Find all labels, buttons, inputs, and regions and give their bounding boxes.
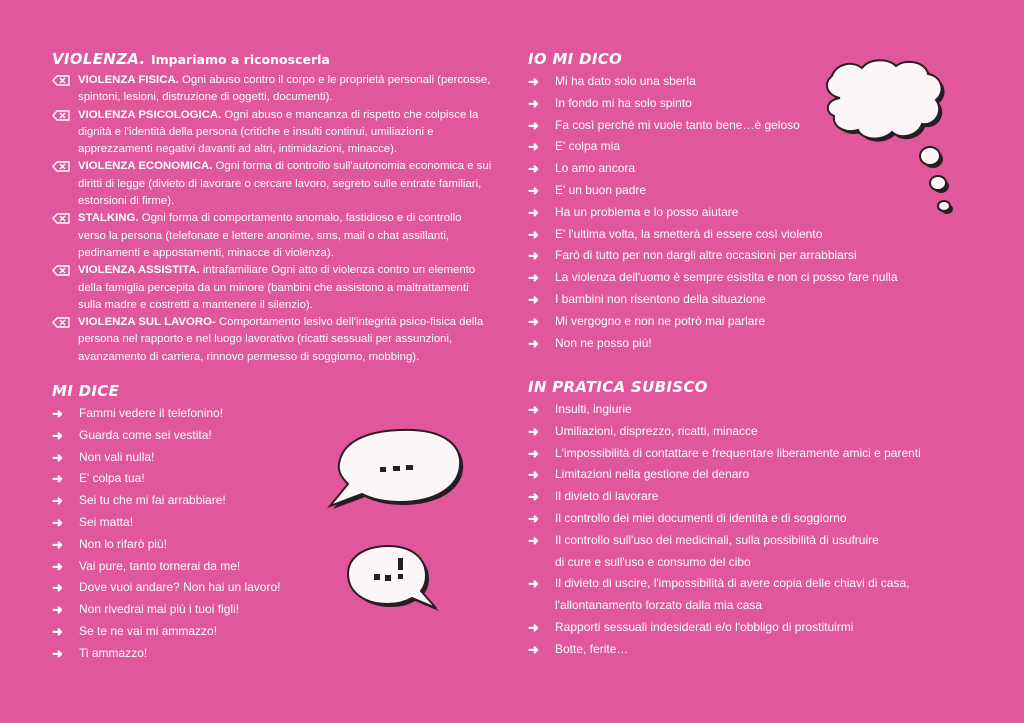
mi-dice-section bbox=[52, 382, 352, 665]
list-item-text: Sei tu che mi fai arrabbiare! bbox=[79, 493, 226, 508]
arrow-icon: ➜ bbox=[52, 623, 63, 639]
thought-cloud-icon bbox=[818, 56, 958, 218]
list-item-text: Lo amo ancora bbox=[555, 161, 636, 176]
violenza-list bbox=[52, 72, 492, 366]
list-item-text: Se te ne vai mi ammazzo! bbox=[79, 623, 218, 638]
io-mi-dico-heading: IO MI DICO bbox=[528, 50, 623, 68]
list-item bbox=[528, 289, 998, 311]
list-item bbox=[52, 599, 352, 621]
list-item-text: E' l'ultima volta, la smetterà di essere così violento bbox=[555, 226, 823, 241]
arrow-icon: ➜ bbox=[528, 74, 539, 89]
list-item bbox=[528, 421, 998, 443]
list-item-text-continued: di cure e sull'uso e consumo del cibo bbox=[555, 554, 751, 569]
list-item bbox=[52, 556, 352, 578]
list-item bbox=[528, 399, 998, 421]
list-item-text: Farò di tutto per non dargli altre occasioni per arrabbiarsi bbox=[555, 248, 857, 263]
list-item bbox=[528, 224, 998, 246]
arrow-icon: ➜ bbox=[528, 291, 539, 307]
list-item-text: Ha un problema e lo posso aiutare bbox=[555, 204, 739, 219]
list-item-text: Vai pure, tanto tornerai da me! bbox=[79, 558, 241, 573]
list-item-text: Mi ha dato solo una sberla bbox=[555, 74, 696, 88]
list-item bbox=[52, 577, 352, 599]
violenza-text: Ogni abuso contro il corpo e le proprietà personali (percosse, spintoni, lesioni, distruzione di oggetti, documenti). bbox=[78, 74, 491, 104]
list-item bbox=[52, 403, 352, 425]
arrow-icon: ➜ bbox=[528, 402, 539, 417]
violenza-item bbox=[52, 107, 492, 159]
list-item bbox=[52, 490, 352, 512]
list-item bbox=[528, 617, 998, 639]
arrow-icon: ➜ bbox=[52, 449, 63, 465]
arrow-icon: ➜ bbox=[52, 514, 63, 530]
arrow-icon: ➜ bbox=[52, 602, 63, 618]
list-item-text: Non lo rifarò più! bbox=[79, 536, 168, 551]
list-item-text: Dove vuoi andare? Non hai un lavoro! bbox=[79, 580, 281, 595]
violenza-heading bbox=[52, 50, 492, 68]
list-item bbox=[528, 639, 998, 661]
violenza-item bbox=[52, 262, 492, 314]
list-item-text: E' un buon padre bbox=[555, 182, 647, 197]
list-item bbox=[528, 573, 998, 617]
arrow-icon: ➜ bbox=[52, 558, 63, 574]
arrow-icon: ➜ bbox=[528, 270, 539, 286]
violenza-label: VIOLENZA PSICOLOGICA. bbox=[78, 108, 222, 121]
violenza-label: VIOLENZA ASSISTITA. bbox=[78, 264, 200, 277]
x-tag-icon bbox=[52, 317, 70, 328]
list-item-text: Insulti, ingiurie bbox=[555, 402, 632, 416]
arrow-icon: ➜ bbox=[528, 467, 539, 483]
in-pratica-heading: IN PRATICA SUBISCO bbox=[528, 378, 708, 396]
arrow-icon: ➜ bbox=[528, 532, 539, 548]
list-item bbox=[528, 486, 998, 508]
arrow-icon: ➜ bbox=[52, 493, 63, 509]
list-item bbox=[52, 621, 352, 643]
list-item bbox=[528, 333, 998, 355]
violenza-title: VIOLENZA. bbox=[52, 50, 146, 68]
x-tag-icon bbox=[52, 75, 70, 86]
violenza-label: STALKING. bbox=[78, 212, 139, 225]
arrow-icon: ➜ bbox=[528, 335, 539, 351]
arrow-icon: ➜ bbox=[528, 641, 539, 657]
arrow-icon: ➜ bbox=[528, 182, 539, 198]
violenza-label: VIOLENZA ECONOMICA. bbox=[78, 160, 213, 173]
list-item-text: Fammi vedere il telefonino! bbox=[79, 406, 224, 420]
list-item bbox=[528, 311, 998, 333]
list-item-text: Sei matta! bbox=[79, 514, 134, 529]
arrow-icon: ➜ bbox=[52, 580, 63, 596]
violenza-text: Comportamento lesivo dell'integrità psico-fisica della persona nel rapporto e nel luogo lavorativo (ricatti sessuali per assunzioni, avanzamento di carriera, rinnovo permesso di soggiorno, mobbing). bbox=[78, 316, 484, 363]
list-item bbox=[528, 530, 998, 574]
list-item bbox=[52, 447, 352, 469]
violenza-text: intrafamiliare Ogni atto di violenza contro un elemento della famiglia percepita da un minore (bambini che assistono a maltrattamenti sulla madre e costretti a mantenere il silenzio). bbox=[78, 264, 476, 311]
list-item-text: Non ne posso più! bbox=[555, 335, 652, 350]
list-item-text: Limitazioni nella gestione del denaro bbox=[555, 467, 750, 482]
arrow-icon: ➜ bbox=[528, 619, 539, 635]
arrow-icon: ➜ bbox=[528, 226, 539, 242]
violenza-item bbox=[52, 72, 492, 107]
arrow-icon: ➜ bbox=[528, 204, 539, 220]
list-item bbox=[528, 464, 998, 486]
violenza-text: Ogni forma di comportamento anomalo, fastidioso e di controllo verso la persona (telefonate e lettere anonime, sms, mail o chat assillanti, pedinamenti e appostamenti, minacce di violenza). bbox=[78, 212, 462, 259]
list-item-text-continued: l'allontanamento forzato dalla mia casa bbox=[555, 598, 763, 613]
list-item bbox=[52, 425, 352, 447]
arrow-icon: ➜ bbox=[528, 576, 539, 592]
list-item-text: In fondo mi ha solo spinto bbox=[555, 95, 692, 110]
violenza-text: Ogni forma di controllo sull'autonomia economica e sui diritti di legge (divieto di lavorare o cercare lavoro, segreto sulle entrate familiari, estorsioni di firme). bbox=[78, 160, 492, 208]
in-pratica-section bbox=[528, 378, 998, 661]
violenza-label: VIOLENZA SUL LAVORO- bbox=[78, 316, 216, 329]
arrow-icon: ➜ bbox=[528, 117, 539, 133]
arrow-icon: ➜ bbox=[528, 423, 539, 439]
list-item-text: E' colpa tua! bbox=[79, 471, 145, 486]
x-tag-icon bbox=[52, 110, 70, 121]
list-item-text: Botte, ferite… bbox=[555, 641, 629, 656]
list-item bbox=[52, 512, 352, 534]
list-item-text: Fa così perché mi vuole tanto bene…è geloso bbox=[555, 117, 800, 132]
list-item bbox=[52, 534, 352, 556]
arrow-icon: ➜ bbox=[528, 489, 539, 505]
list-item-text: E' colpa mia bbox=[555, 139, 620, 154]
list-item-text: Guarda come sei vestita! bbox=[79, 427, 212, 442]
list-item-text: Non vali nulla! bbox=[79, 449, 155, 464]
list-item bbox=[52, 468, 352, 490]
violenza-item bbox=[52, 210, 492, 262]
list-item bbox=[52, 643, 352, 665]
list-item-text: Ti ammazzo! bbox=[79, 645, 148, 660]
arrow-icon: ➜ bbox=[528, 161, 539, 177]
speech-bubble-icon bbox=[340, 540, 450, 614]
violenza-item bbox=[52, 158, 492, 210]
arrow-icon: ➜ bbox=[528, 95, 539, 111]
arrow-icon: ➜ bbox=[52, 471, 63, 487]
list-item-text: La violenza dell'uomo è sempre esistita e non ci posso fare nulla bbox=[555, 270, 898, 285]
arrow-icon: ➜ bbox=[52, 645, 63, 661]
arrow-icon: ➜ bbox=[528, 139, 539, 155]
list-item-text: Il controllo dei miei documenti di identità e di soggiorno bbox=[555, 510, 847, 525]
arrow-icon: ➜ bbox=[52, 536, 63, 552]
list-item bbox=[528, 245, 998, 267]
arrow-icon: ➜ bbox=[528, 313, 539, 329]
violenza-item bbox=[52, 314, 492, 366]
list-item-text: Il divieto di lavorare bbox=[555, 489, 659, 504]
arrow-icon: ➜ bbox=[528, 248, 539, 264]
list-item-text: Non rivedrai mai più i tuoi figli! bbox=[79, 602, 240, 617]
arrow-icon: ➜ bbox=[528, 510, 539, 526]
list-item bbox=[528, 508, 998, 530]
list-item-text: Il divieto di uscire, l'impossibilità di avere copia delle chiavi di casa, bbox=[555, 576, 910, 591]
list-item bbox=[528, 443, 998, 465]
list-item-text: L'impossibilità di contattare e frequentare liberamente amici e parenti bbox=[555, 445, 921, 460]
violenza-text: Ogni abuso e mancanza di rispetto che colpisce la dignità e l'identità della persona (critiche e insulti continui, umiliazioni e apprezzamenti negativi davanti ad altri, intimidazioni, minacce). bbox=[78, 108, 479, 156]
list-item-text: Rapporti sessuali indesiderati e/o l'obbligo di prostituirmi bbox=[555, 619, 854, 634]
in-pratica-list bbox=[528, 399, 998, 661]
list-item-text: Umiliazioni, disprezzo, ricatti, minacce bbox=[555, 423, 758, 438]
x-tag-icon bbox=[52, 213, 70, 224]
list-item-text: Il controllo sull'uso dei medicinali, sulla possibilità di usufruire bbox=[555, 532, 879, 547]
violenza-label: VIOLENZA FISICA. bbox=[78, 74, 179, 86]
mi-dice-heading: MI DICE bbox=[52, 382, 120, 400]
arrow-icon: ➜ bbox=[52, 427, 63, 443]
list-item-text: Mi vergogno e non ne potrò mai parlare bbox=[555, 313, 766, 328]
mi-dice-list bbox=[52, 403, 352, 665]
speech-bubble-icon bbox=[322, 424, 472, 514]
violenza-subtitle: Impariamo a riconoscerla bbox=[151, 52, 330, 67]
list-item-text: I bambini non risentono della situazione bbox=[555, 291, 766, 306]
list-item bbox=[528, 267, 998, 289]
arrow-icon: ➜ bbox=[52, 406, 63, 421]
x-tag-icon bbox=[52, 161, 70, 172]
x-tag-icon bbox=[52, 265, 70, 276]
left-column bbox=[52, 50, 492, 366]
arrow-icon: ➜ bbox=[528, 445, 539, 461]
